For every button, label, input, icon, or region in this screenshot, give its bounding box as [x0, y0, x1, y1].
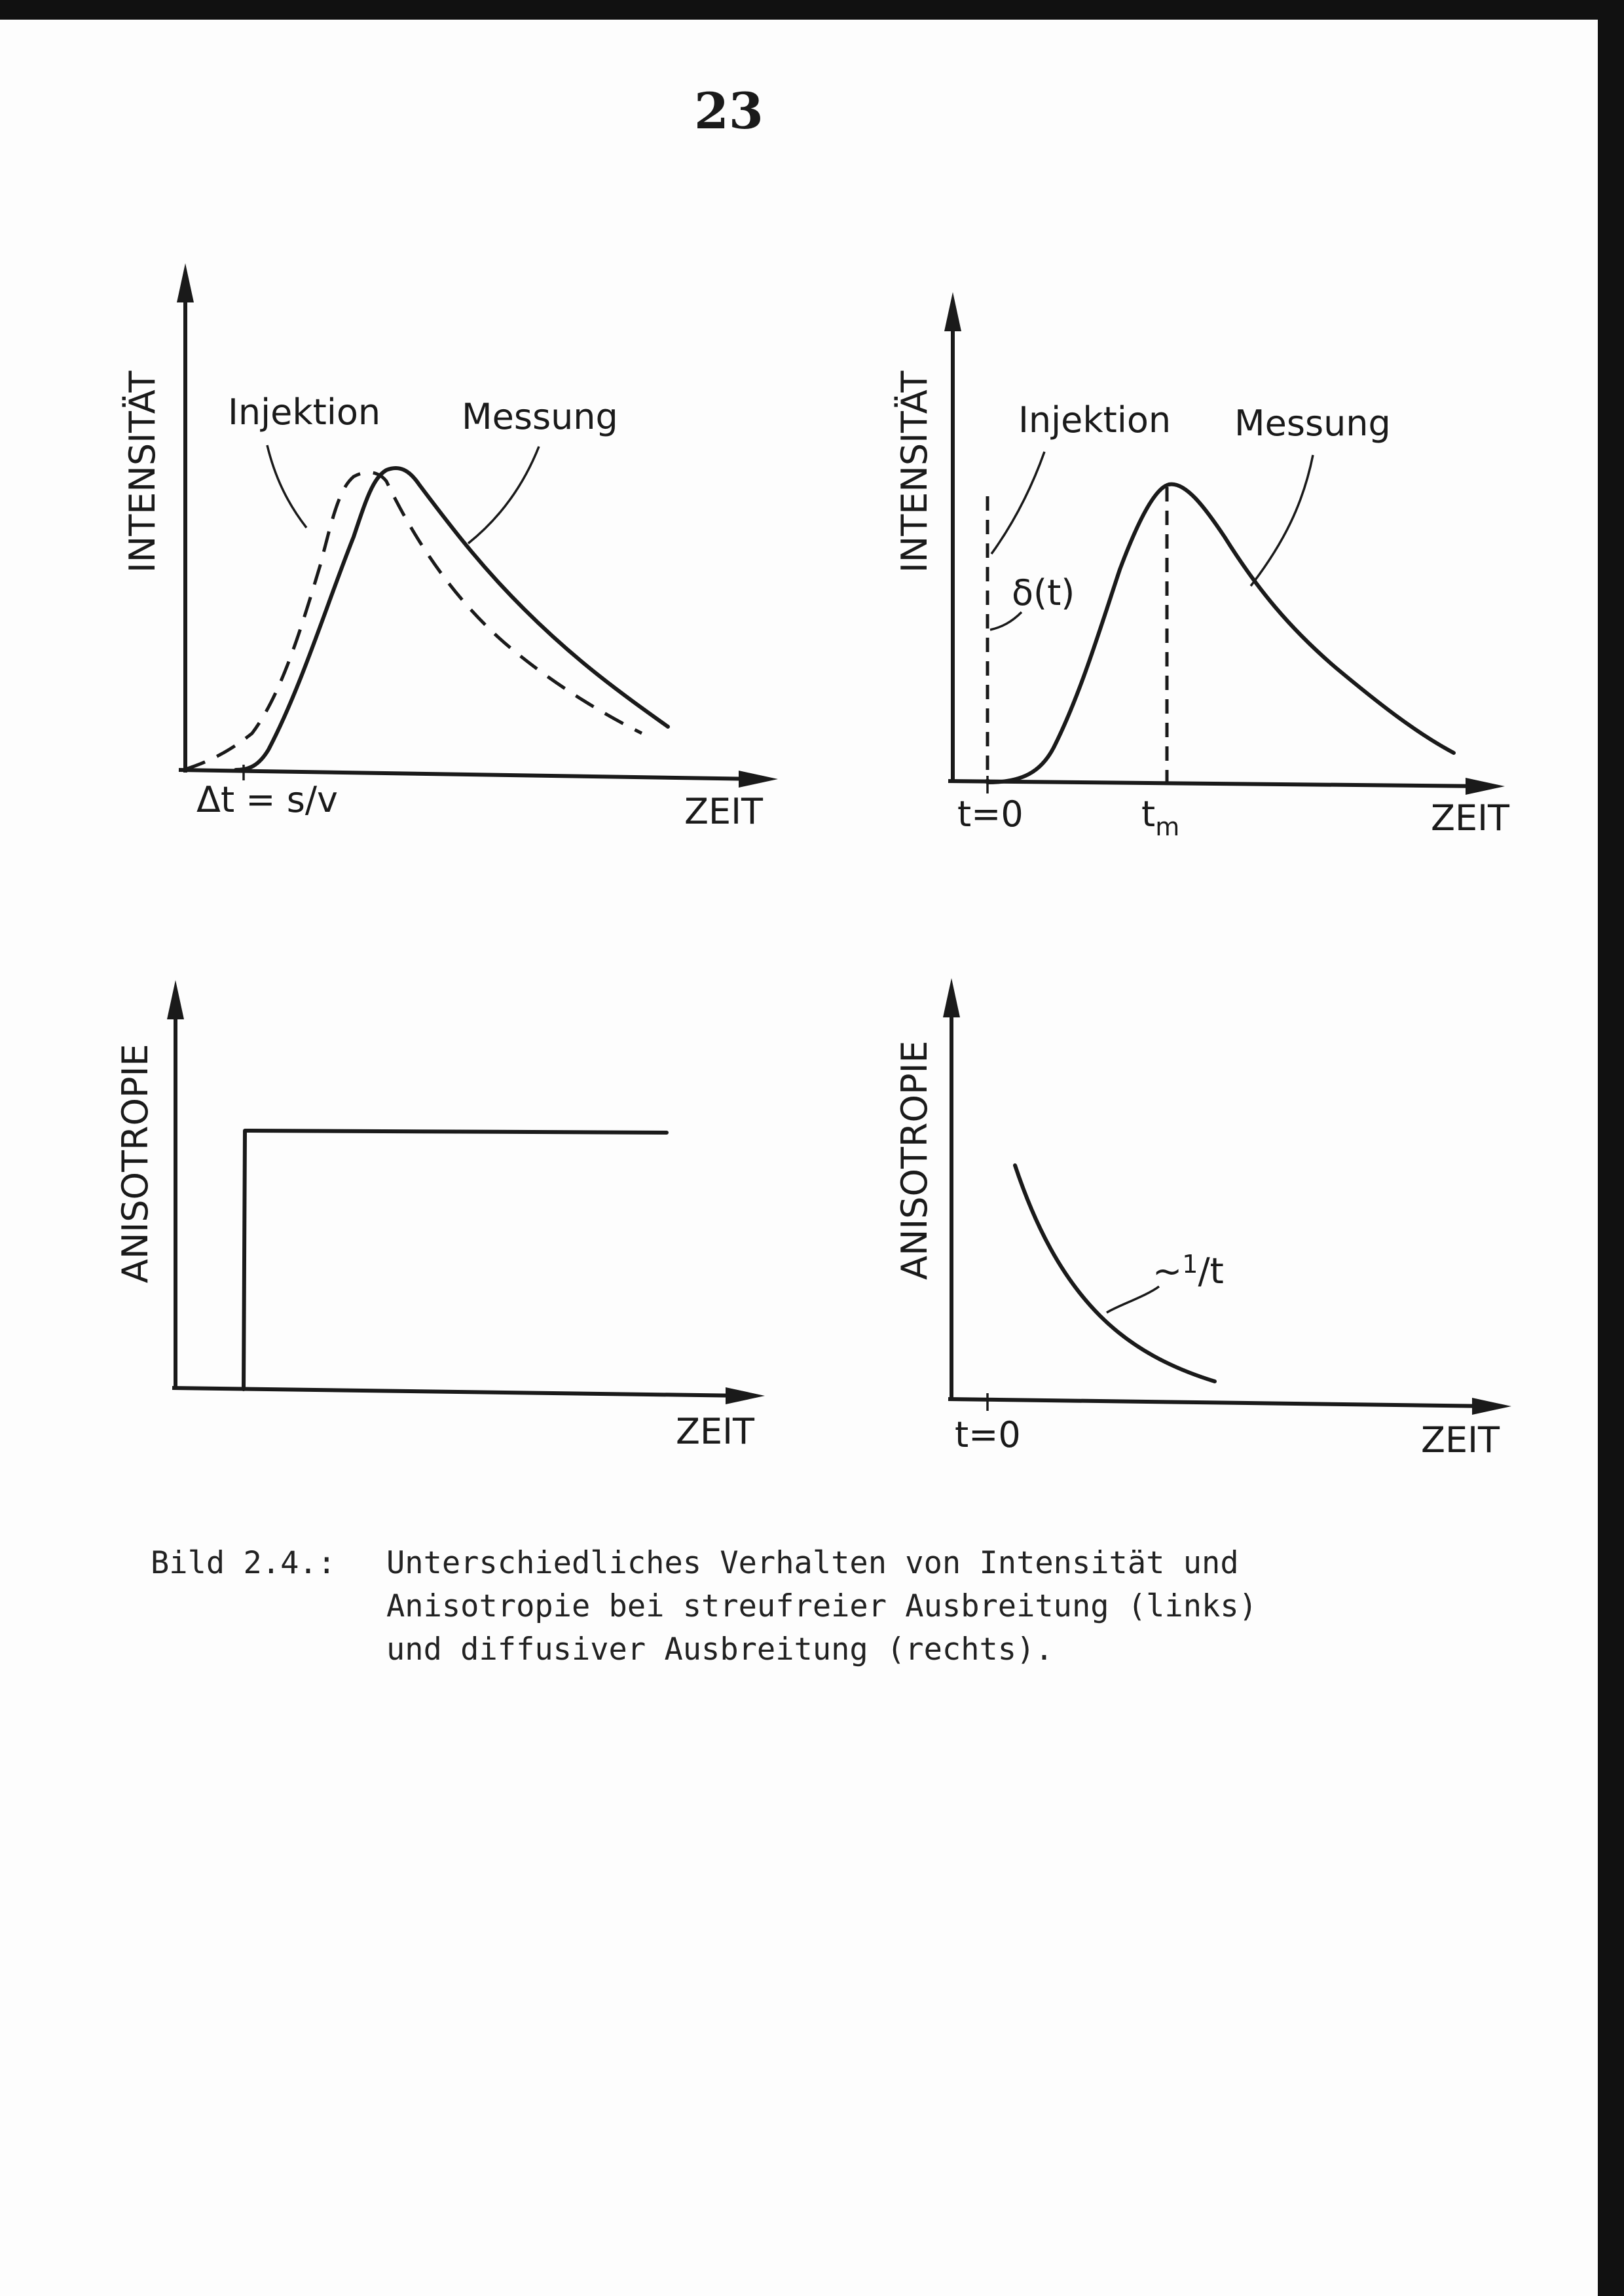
y-axis-label: ANISOTROPIE	[115, 1044, 156, 1283]
t-zero-label: t=0	[955, 1414, 1021, 1455]
caption-line-3: und diffusiver Ausbreitung (rechts).	[386, 1631, 1054, 1667]
measurement-curve	[236, 468, 668, 770]
x-axis-arrowhead	[739, 771, 778, 788]
injection-leader	[991, 452, 1044, 554]
measurement-leader	[468, 446, 539, 543]
injection-leader	[267, 445, 306, 528]
y-axis-arrowhead	[177, 263, 194, 302]
panel-bottom-left	[115, 980, 765, 1452]
measurement-curve	[987, 484, 1454, 782]
inverse-t-leader	[1107, 1286, 1159, 1313]
scan-border-right	[1598, 0, 1624, 2296]
x-axis-label: ZEIT	[1431, 797, 1510, 839]
measurement-leader	[1251, 455, 1313, 586]
t-zero-label: t=0	[957, 793, 1024, 835]
panel-bottom-right	[894, 978, 1511, 1461]
page-number: 23	[694, 82, 764, 140]
caption-line-1: Unterschiedliches Verhalten von Intensität und	[386, 1545, 1239, 1581]
inverse-t-label: ~$^1$/t	[1153, 1250, 1224, 1292]
delta-leader	[990, 612, 1022, 630]
x-axis-label: ZEIT	[676, 1411, 755, 1452]
injection-label: Injektion	[1018, 399, 1172, 441]
panel-top-right	[894, 292, 1510, 841]
x-tick-label: Δt = s/v	[196, 779, 338, 820]
y-axis-label: ANISOTROPIE	[894, 1040, 935, 1280]
y-axis-label: INTENSITÄT	[894, 371, 935, 573]
x-axis-arrowhead	[1472, 1398, 1511, 1415]
injection-label: Injektion	[228, 392, 381, 433]
measurement-label: Messung	[462, 396, 618, 437]
anisotropy-step-curve	[244, 1131, 667, 1389]
x-axis	[172, 1388, 747, 1396]
x-axis	[179, 770, 760, 779]
panel-top-left	[122, 263, 778, 832]
x-axis-label: ZEIT	[684, 791, 764, 832]
measurement-label: Messung	[1234, 403, 1391, 444]
x-axis-arrowhead	[1466, 778, 1505, 795]
x-axis	[948, 1399, 1493, 1406]
x-axis-arrowhead	[726, 1387, 765, 1404]
y-axis-label: INTENSITÄT	[122, 371, 163, 573]
caption-label: Bild 2.4.:	[151, 1545, 336, 1581]
caption-line-2: Anisotropie bei streufreier Ausbreitung (links)	[386, 1588, 1257, 1624]
delta-label: δ(t)	[1012, 572, 1075, 613]
injection-curve	[185, 473, 642, 769]
x-axis	[948, 781, 1486, 786]
y-axis-arrowhead	[944, 292, 961, 331]
x-axis-label: ZEIT	[1421, 1419, 1500, 1461]
t-max-label: $t_m$	[1141, 793, 1180, 841]
y-axis-arrowhead	[167, 980, 184, 1019]
y-axis-arrowhead	[943, 978, 960, 1017]
